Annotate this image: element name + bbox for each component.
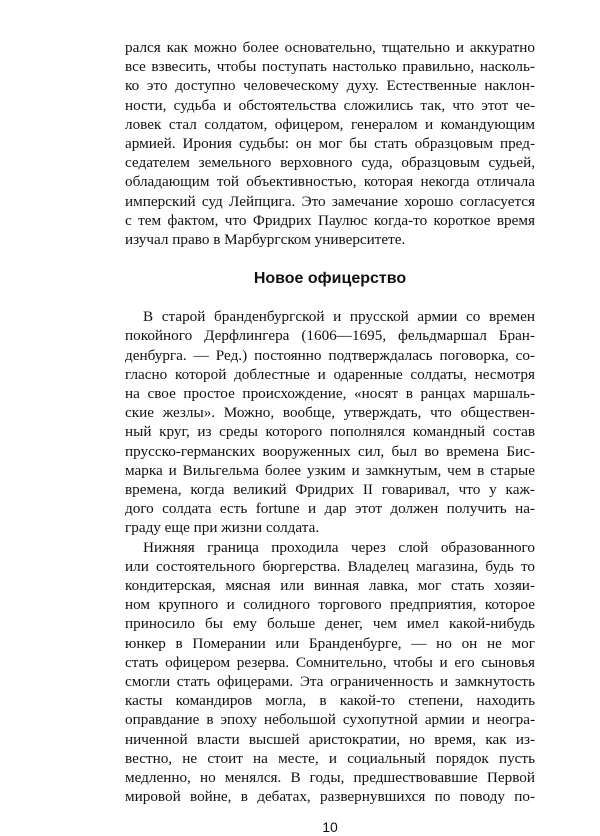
- section-heading: Новое офицерство: [253, 270, 407, 288]
- text-line: юнкер в Померании или Бранденбурге, — но он не мог: [125, 634, 535, 652]
- text-line: оправдание в эпоху небольшой сухопутной армии и неогра-: [125, 711, 535, 729]
- text-line: вестно, не стоит на месте, и социальный порядок пусть: [125, 749, 535, 767]
- text-line: ловек стал солдатом, офицером, генералом и командующим: [125, 115, 535, 133]
- text-line: смогли стать офицерами. Эта ограниченность и замкнутость: [125, 673, 535, 690]
- text-line: гласно которой доблестные и одаренные солдаты, несмотря: [125, 365, 535, 383]
- text-line: кондитерская, мясная или винная лавка, мог стать хозяи-: [125, 577, 535, 594]
- text-line: ности, судьба и обстоятельства сложились так, что этот че-: [125, 96, 535, 114]
- text-line: касты командиров могла, в какой-то степени, находить: [125, 692, 535, 710]
- text-line: покойного Дерфлингера (1606—1695, фельдмаршал Бран-: [125, 327, 535, 345]
- text-line: Нижняя граница проходила через слой образованного: [143, 538, 535, 556]
- text-line: дого солдата есть fortune и дар этот должен получить на-: [125, 500, 535, 518]
- text-line: времена, когда великий Фридрих II говаривал, что у каж-: [125, 481, 535, 498]
- text-line: ко это доступно человеческому духу. Естественные наклон-: [125, 77, 535, 95]
- text-line: седателем земельного верховного суда, образцовым судьей,: [125, 154, 535, 172]
- text-line: на свое простое происхождение, «носят в ранцах маршаль-: [125, 385, 535, 402]
- text-line: приносило бы ему больше денег, чем имел какой-нибудь: [125, 615, 535, 633]
- text-line: прусско-германских вооруженных сил, был во времена Бис-: [125, 442, 535, 460]
- text-line: мировой войне, в дебатах, развернувшихся по поводу по-: [125, 788, 535, 806]
- text-line: или состоятельного бюргерства. Владелец магазина, будь то: [125, 557, 535, 575]
- text-line: ный круг, из среды которого пополнялся командный состав: [125, 423, 535, 441]
- text-line: имперский суд Лейпцига. Это замечание хорошо согласуется: [125, 192, 535, 210]
- text-line: денбурга. — Ред.) постоянно подтверждалась поговорка, со-: [125, 346, 535, 364]
- page-number: 10: [322, 819, 338, 836]
- text-line: ниченной власти высшей аристократии, но время, как из-: [125, 730, 535, 748]
- text-line: с тем фактом, что Фридрих Паулюс когда-то короткое время: [125, 211, 535, 229]
- text-line: армией. Ирония судьбы: он мог бы стать образцовым пред-: [125, 135, 535, 152]
- text-line: медленно, но менялся. В годы, предшествовавшие Первой: [125, 769, 535, 786]
- text-line: ном крупного и солидного торгового предприятия, которое: [125, 596, 535, 614]
- text-line: стать офицером резерва. Сомнительно, чтобы и его сыновья: [125, 653, 535, 671]
- text-line: ские жезлы». Можно, вообще, утверждать, что обществен-: [125, 404, 535, 422]
- text-line: В старой бранденбургской и прусской армии со времен: [143, 308, 535, 326]
- text-line: рался как можно более основательно, тщательно и аккуратно: [125, 39, 535, 56]
- text-line: обладающим той объективностью, которая некогда отличала: [125, 173, 535, 191]
- text-line: граду еще при жизни солдата.: [125, 519, 320, 537]
- text-line: марка и Вильгельма более узким и замкнутым, чем в старые: [125, 461, 535, 479]
- text-line: все взвесить, чтобы поступать настолько правильно, насколь-: [125, 58, 535, 76]
- text-line: изучал право в Марбургском университете.: [125, 231, 406, 248]
